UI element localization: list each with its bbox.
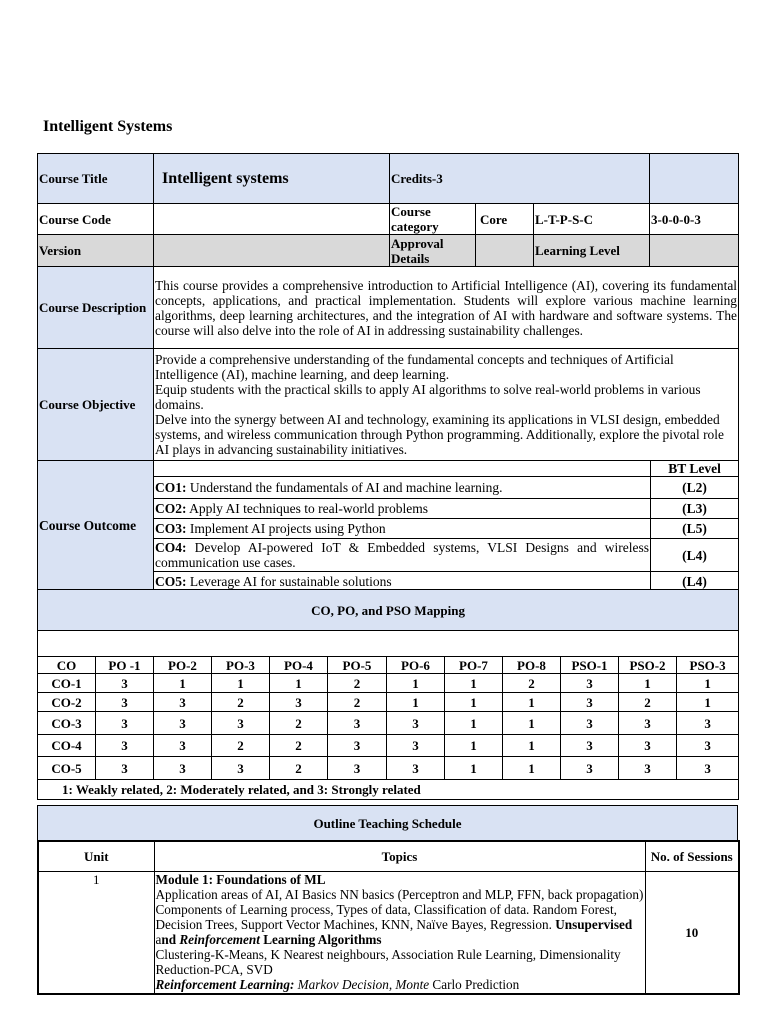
mapping-cell: 1 (212, 674, 270, 693)
description-label: Course Description (38, 267, 154, 349)
learning-level-label: Learning Level (534, 235, 650, 267)
co5-level: (L4) (651, 572, 739, 591)
mapping-row-label: CO-3 (38, 712, 96, 735)
mapping-cell: 3 (96, 693, 154, 712)
mapping-header-cell: PO-2 (154, 657, 212, 674)
mapping-cell: 3 (387, 757, 445, 780)
mapping-cell: 1 (445, 693, 503, 712)
mapping-cell: 1 (445, 735, 503, 757)
mapping-cell: 1 (387, 693, 445, 712)
schedule-title-table (37, 805, 738, 841)
co2-text (154, 499, 651, 519)
objective-item: Delve into the synergy between AI and technology, examining its applications in VLSI design, embedded systems, and wireless communication through Python programming. Additionally, explore the pivotal role AI plays in advancing sustainability initiatives. (155, 412, 724, 457)
co2-code: CO2: (155, 501, 187, 516)
mapping-cell: 3 (328, 735, 387, 757)
mapping-cell: 1 (677, 674, 739, 693)
mapping-cell: 3 (677, 757, 739, 780)
mapping-cell: 1 (503, 735, 561, 757)
mapping-cell: 2 (503, 674, 561, 693)
mapping-header-cell: PSO-1 (561, 657, 619, 674)
mapping-cell: 1 (619, 674, 677, 693)
co4-text (154, 539, 651, 572)
topics-bold-c: Learning Algorithms (259, 931, 382, 947)
version-value (154, 235, 390, 267)
mapping-header-cell: PO-7 (445, 657, 503, 674)
schedule-header-row (38, 841, 739, 871)
mapping-title-row (38, 590, 739, 631)
mapping-cell: 1 (154, 674, 212, 693)
approval-label: Approval Details (390, 235, 476, 267)
objective-label: Course Objective (38, 349, 154, 461)
mapping-cell: 2 (270, 712, 328, 735)
mapping-cell: 3 (96, 757, 154, 780)
mapping-cell: 1 (445, 757, 503, 780)
mapping-cell: 1 (503, 712, 561, 735)
mapping-cell: 3 (96, 735, 154, 757)
mapping-cell: 2 (328, 693, 387, 712)
mapping-cell: 3 (619, 712, 677, 735)
mapping-spacer (38, 631, 739, 657)
co-po-mapping-table (37, 589, 739, 800)
description-text: This course provides a comprehensive introduction to Artificial Intelligence (AI), covering its fundamental concepts, applications, and practical implementation. Students will explore various machine learning algorithms, deep learning architectures, and the integration of AI with hardware and software systems. The course will also delve into the role of AI in addressing sustainability challenges. (154, 267, 739, 349)
schedule-row-unit1 (38, 871, 739, 994)
co4-level: (L4) (651, 539, 739, 572)
mapping-row-label: CO-4 (38, 735, 96, 757)
mapping-header-cell: PO-4 (270, 657, 328, 674)
credits-empty (650, 154, 739, 204)
mapping-cell: 2 (270, 735, 328, 757)
course-category-label: Course category (390, 204, 476, 235)
mapping-cell: 3 (561, 735, 619, 757)
mapping-cell: 3 (270, 693, 328, 712)
rl-rest: Carlo Prediction (429, 976, 520, 992)
credits: Credits-3 (390, 154, 650, 204)
approval-value (476, 235, 534, 267)
col-sessions: No. of Sessions (645, 841, 739, 871)
mapping-row-label: CO-2 (38, 693, 96, 712)
co1-level: (L2) (651, 477, 739, 499)
co5-code: CO5: (155, 573, 187, 589)
course-title-value: Intelligent systems (154, 154, 390, 204)
version-label: Version (38, 235, 154, 267)
mapping-cell: 3 (677, 735, 739, 757)
row-bt-header (38, 461, 739, 477)
page-title: Intelligent Systems (43, 118, 173, 135)
unit-sessions: 10 (645, 871, 739, 994)
col-unit: Unit (38, 841, 154, 871)
learning-level-value (650, 235, 739, 267)
mapping-body (38, 674, 739, 780)
mapping-cell: 3 (154, 693, 212, 712)
mapping-cell: 3 (212, 757, 270, 780)
co3-level: (L5) (651, 519, 739, 539)
row-course-title (38, 154, 739, 204)
objective-item: Equip students with the practical skills to apply AI algorithms to solve real-world problems in various domains. (155, 382, 701, 412)
mapping-legend: 1: Weakly related, 2: Moderately related, and 3: Strongly related (38, 780, 739, 800)
topics-line1: Application areas of AI, AI Basics NN basics (Perceptron and MLP, FFN, back propagation) Components of Learning process, Types of data, Classification of data. Random Forest, Decision Trees, Support Vector Machines, KNN, Naïve Bayes, Regression. (155, 886, 644, 932)
mapping-row-label: CO-5 (38, 757, 96, 780)
bt-level-header: BT Level (651, 461, 739, 477)
mapping-cell: 1 (445, 712, 503, 735)
rl-label: Reinforcement Learning: (155, 976, 295, 992)
mapping-spacer-row (38, 631, 739, 657)
schedule-title-row (38, 806, 738, 841)
mapping-header-cell: CO (38, 657, 96, 674)
mapping-row (38, 735, 739, 757)
mapping-cell: 3 (387, 712, 445, 735)
mapping-cell: 1 (503, 693, 561, 712)
mapping-cell: 2 (328, 674, 387, 693)
topics-bold-b: nd (161, 931, 180, 947)
mapping-cell: 3 (212, 712, 270, 735)
co3-code: CO3: (155, 521, 187, 536)
mapping-cell: 3 (154, 712, 212, 735)
mapping-header-cell: PSO-3 (677, 657, 739, 674)
mapping-cell: 2 (270, 757, 328, 780)
co3-text (154, 519, 651, 539)
mapping-cell: 1 (445, 674, 503, 693)
schedule-table (37, 840, 740, 995)
mapping-cell: 3 (619, 757, 677, 780)
col-topics: Topics (154, 841, 645, 871)
course-info-table (37, 153, 739, 267)
mapping-cell: 3 (328, 757, 387, 780)
mapping-row (38, 674, 739, 693)
topics-line2: Clustering-K-Means, K Nearest neighbours, Association Rule Learning, Dimensionality Reduction-PCA, SVD (155, 946, 621, 977)
row-version (38, 235, 739, 267)
mapping-cell: 1 (270, 674, 328, 693)
mapping-header-cell: PO-8 (503, 657, 561, 674)
co1-desc: Understand the fundamentals of AI and machine learning. (186, 480, 503, 495)
mapping-row (38, 693, 739, 712)
mapping-cell: 3 (561, 712, 619, 735)
mapping-cell: 2 (212, 693, 270, 712)
row-course-code (38, 204, 739, 235)
mapping-cell: 3 (328, 712, 387, 735)
mapping-row-label: CO-1 (38, 674, 96, 693)
co2-desc: Apply AI techniques to real-world problems (186, 501, 428, 516)
outcome-label: Course Outcome (38, 461, 154, 591)
mapping-cell: 3 (387, 735, 445, 757)
topics-a: a (155, 931, 162, 947)
mapping-cell: 3 (677, 712, 739, 735)
course-category-value: Core (476, 204, 534, 235)
course-code-value (154, 204, 390, 235)
mapping-header-cell: PO -1 (96, 657, 154, 674)
ltpsc-label: L-T-P-S-C (534, 204, 650, 235)
mapping-cell: 1 (503, 757, 561, 780)
mapping-cell: 3 (619, 735, 677, 757)
co3-desc: Implement AI projects using Python (186, 521, 386, 536)
mapping-cell: 2 (619, 693, 677, 712)
mapping-header-cell: PO-3 (212, 657, 270, 674)
mapping-cell: 3 (561, 693, 619, 712)
course-title-label: Course Title (38, 154, 154, 204)
course-code-label: Course Code (38, 204, 154, 235)
objective-item: Provide a comprehensive understanding of the fundamental concepts and techniques of Artificial Intelligence (AI), machine learning, and deep learning. (155, 352, 674, 382)
schedule-title: Outline Teaching Schedule (38, 806, 738, 841)
objective-text (154, 349, 739, 461)
ltpsc-value: 3-0-0-0-3 (650, 204, 739, 235)
unit-topics (154, 871, 645, 994)
mapping-cell: 3 (96, 712, 154, 735)
mapping-cell: 1 (387, 674, 445, 693)
mapping-cell: 3 (561, 757, 619, 780)
module-title: Module 1: Foundations of ML (155, 871, 326, 887)
mapping-row (38, 757, 739, 780)
co1-text (154, 477, 651, 499)
row-description (38, 267, 739, 349)
co5-text (154, 572, 651, 591)
mapping-cell: 3 (561, 674, 619, 693)
bt-header-empty (154, 461, 651, 477)
topics-bold-a: Unsupervised (555, 916, 633, 932)
mapping-cell: 3 (154, 735, 212, 757)
mapping-cell: 2 (212, 735, 270, 757)
co4-code: CO4: (155, 540, 187, 555)
mapping-cell: 3 (96, 674, 154, 693)
co1-code: CO1: (155, 480, 187, 495)
mapping-header-row (38, 657, 739, 674)
mapping-header-cell: PO-5 (328, 657, 387, 674)
course-details-table (37, 266, 739, 591)
mapping-legend-row (38, 780, 739, 800)
mapping-header-cell: PO-6 (387, 657, 445, 674)
unit-number: 1 (38, 871, 154, 994)
mapping-title: CO, PO, and PSO Mapping (38, 590, 739, 631)
mapping-cell: 3 (154, 757, 212, 780)
mapping-cell: 1 (677, 693, 739, 712)
mapping-header-cell: PSO-2 (619, 657, 677, 674)
row-objective (38, 349, 739, 461)
rl-italic: Markov Decision, Monte (294, 976, 430, 992)
co4-desc: Develop AI-powered IoT & Embedded systems, VLSI Designs and wireless communication use cases. (155, 540, 649, 570)
mapping-row (38, 712, 739, 735)
co5-desc: Leverage AI for sustainable solutions (186, 573, 392, 589)
co2-level: (L3) (651, 499, 739, 519)
topics-italic: Reinforcement (179, 931, 260, 947)
